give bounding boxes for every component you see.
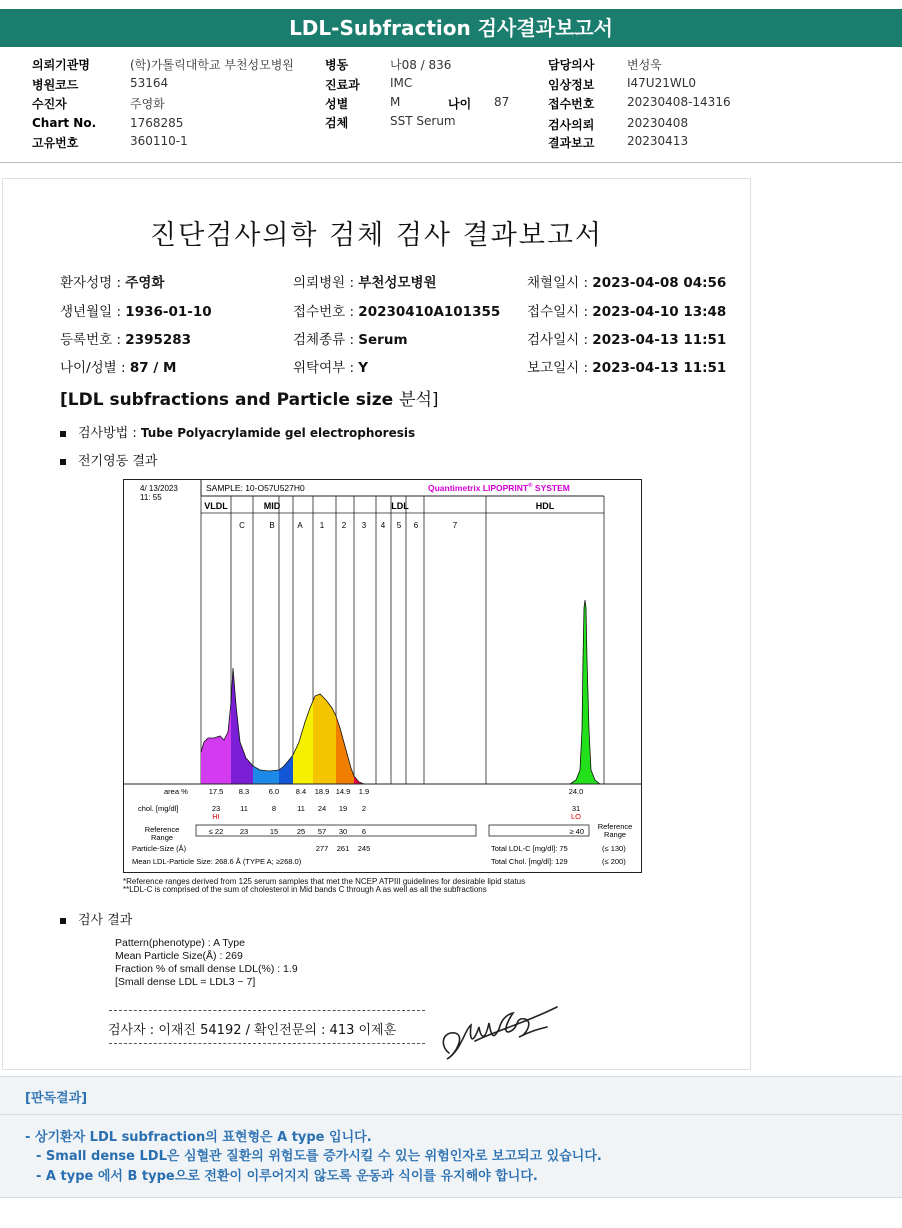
reference-box	[196, 825, 476, 836]
report-field: 접수일시 : 2023-04-10 13:48	[527, 304, 727, 320]
report-field: 등록번호 : 2395283	[60, 332, 192, 348]
reference-value: 6	[361, 827, 367, 836]
band-label-6: 6	[413, 521, 419, 530]
signature-line: 검사자 : 이재진 54192 / 확인전문의 : 413 이제훈	[108, 1023, 397, 1038]
info-value: IMC	[390, 76, 413, 90]
total-ldl: Total LDL-C [mg/dl]: 75	[491, 844, 568, 853]
result-line: Fraction % of small dense LDL(%) : 1.9	[115, 963, 298, 975]
flag-hi: HI	[212, 812, 220, 821]
report-field: 생년월일 : 1936-01-10	[60, 304, 212, 320]
report-field: 위탁여부 : Y	[293, 360, 369, 376]
group-labels	[204, 501, 554, 511]
info-label: 접수번호	[548, 97, 595, 111]
band-label-7: 7	[452, 521, 458, 530]
reference-value: 15	[269, 827, 279, 836]
band-label-c: C	[239, 521, 245, 530]
total-chol: Total Chol. [mg/dl]: 129	[491, 857, 568, 866]
info-label: 진료과	[325, 78, 360, 92]
area-value: 18.9	[314, 787, 330, 796]
info-label: Chart No.	[32, 116, 97, 130]
lipoprint-chart	[123, 479, 642, 873]
report-field: 접수번호 : 20230410A101355	[293, 304, 501, 320]
section-heading: [LDL subfractions and Particle size 분석]	[60, 390, 439, 410]
row-label-range: Range	[150, 833, 174, 842]
electrophoresis-plot	[124, 480, 641, 872]
age-label: 나이	[448, 97, 472, 111]
curve-fill-vldl	[201, 702, 231, 784]
hdl-chol-value: 31	[571, 804, 581, 813]
flag-lo: LO	[570, 812, 582, 821]
report-field: 환자성명 : 주영화	[60, 275, 165, 291]
info-value: 나08 / 836	[390, 58, 452, 72]
info-label: 담당의사	[548, 58, 595, 72]
report-field: 검사일시 : 2023-04-13 11:51	[527, 332, 727, 348]
info-label: 검사의뢰	[548, 118, 595, 132]
particle-size-value: 261	[336, 844, 350, 853]
info-value: 1768285	[130, 116, 184, 130]
info-value: 주영화	[130, 97, 165, 111]
chol-value: 19	[338, 804, 348, 813]
interpretation-line: - Small dense LDL은 심혈관 질환의 위험도를 증가시킬 수 있는 위험인자로 보고되고 있습니다.	[36, 1149, 602, 1164]
report-title: LDL-Subfraction 검사결과보고서	[289, 16, 613, 40]
band-label-1: 1	[319, 521, 325, 530]
area-value: 14.9	[335, 787, 351, 796]
info-value: 20230408-14316	[627, 95, 731, 109]
info-label: 의뢰기관명	[32, 58, 90, 72]
chol-value: 2	[361, 804, 367, 813]
particle-size-value: 277	[315, 844, 329, 853]
dashed-rule	[109, 1010, 425, 1011]
total-chol-ref: (≤ 200)	[602, 857, 626, 866]
method-bullet: 검사방법 : Tube Polyacrylamide gel electrophoresis	[60, 422, 415, 441]
bullet-icon	[60, 918, 66, 924]
chart-brand: Quantimetrix LIPOPRINT® SYSTEM	[428, 483, 570, 493]
info-value: M	[390, 95, 401, 109]
curve-fill-a	[279, 755, 293, 784]
group-label-vldl: VLDL	[204, 501, 228, 511]
data-table	[132, 787, 632, 866]
chol-value: 24	[317, 804, 327, 813]
electro-bullet: 전기영동 결과	[60, 450, 157, 469]
lab-report	[2, 178, 751, 1070]
info-value: I47U21WL0	[627, 76, 697, 90]
interpretation-line: - 상기환자 LDL subfraction의 표현형은 A type 입니다.	[25, 1130, 372, 1145]
curve-fill-hdl	[570, 600, 600, 784]
band-label-4: 4	[380, 521, 386, 530]
reference-value: 25	[296, 827, 306, 836]
band-labels	[239, 521, 458, 530]
info-label: 병원코드	[32, 78, 79, 92]
interpretation-panel	[0, 1076, 902, 1198]
group-label-hdl: HDL	[535, 501, 555, 511]
bullet-icon	[60, 431, 66, 437]
total-ldl-ref: (≤ 130)	[602, 844, 626, 853]
report-heading: 진단검사의학 검체 검사 결과보고서	[150, 220, 603, 251]
divider	[0, 162, 902, 163]
band-label-2: 2	[341, 521, 347, 530]
band-label-3: 3	[361, 521, 367, 530]
curve-fill-3	[336, 716, 354, 784]
age-value: 87	[494, 95, 510, 109]
band-label-5: 5	[396, 521, 402, 530]
area-value: 8.4	[295, 787, 307, 796]
particle-size-value: 245	[357, 844, 371, 853]
curve-fill-b	[253, 766, 279, 784]
band-label-a: A	[297, 521, 303, 530]
footnote: **LDL-C is comprised of the sum of cholesterol in Mid bands C through A as well as all the subfractions	[123, 885, 487, 894]
mean-particle-size: Mean LDL-Particle Size: 268.6 Å (TYPE A; ≥268.0)	[132, 857, 302, 866]
info-value: (학)가톨릭대학교 부천성모병원	[130, 58, 294, 72]
info-value: SST Serum	[390, 114, 456, 128]
group-label-mid: MID	[263, 501, 281, 511]
chol-value: 11	[240, 804, 248, 813]
divider	[0, 1114, 902, 1115]
area-value: 17.5	[208, 787, 224, 796]
reference-value: 23	[239, 827, 249, 836]
result-line: [Small dense LDL = LDL3 ~ 7]	[115, 976, 256, 988]
hdl-range-label: Range	[603, 830, 627, 839]
hdl-reference-value: ≥ 40	[569, 827, 584, 836]
result-bullet: 검사 결과	[60, 909, 132, 928]
chart-sample: SAMPLE: 10-O57U527H0	[206, 483, 305, 493]
report-field: 의뢰병원 : 부천성모병원	[293, 275, 437, 291]
area-value: 1.9	[358, 787, 370, 796]
chol-value: 11	[297, 804, 305, 813]
report-title-bar	[0, 9, 902, 47]
info-value: 변성욱	[627, 58, 662, 72]
area-value: 8.3	[238, 787, 250, 796]
patient-info	[0, 54, 902, 158]
info-label: 성별	[325, 97, 349, 111]
report-field: 채혈일시 : 2023-04-08 04:56	[527, 275, 727, 291]
result-line: Pattern(phenotype) : A Type	[115, 937, 245, 949]
row-label-area: area %	[164, 787, 188, 796]
report-field: 나이/성별 : 87 / M	[60, 360, 177, 376]
chart-date: 4/ 13/2023	[140, 484, 178, 493]
row-label-ref: Reference	[144, 825, 180, 834]
hdl-ref-label: Reference	[597, 822, 633, 831]
area-value: 6.0	[268, 787, 280, 796]
info-label: 임상정보	[548, 78, 595, 92]
reference-value: 57	[317, 827, 327, 836]
reference-value: ≤ 22	[208, 827, 224, 836]
info-label: 고유번호	[32, 136, 79, 150]
row-label-chol: chol. [mg/dl]	[138, 804, 179, 813]
info-label: 결과보고	[548, 136, 595, 150]
chol-value: 23	[211, 804, 221, 813]
band-label-b: B	[269, 521, 275, 530]
report-field: 보고일시 : 2023-04-13 11:51	[527, 360, 727, 376]
chart-time: 11: 55	[140, 493, 162, 502]
info-value: 20230408	[627, 116, 689, 130]
band-separators	[201, 496, 604, 784]
info-value: 20230413	[627, 134, 689, 148]
info-label: 수진자	[32, 97, 67, 111]
result-line: Mean Particle Size(Å) : 269	[115, 950, 243, 962]
curve-fill-2	[313, 694, 336, 784]
info-value: 360110-1	[130, 134, 188, 148]
hdl-area-value: 24.0	[568, 787, 584, 796]
dashed-rule	[109, 1043, 425, 1044]
curve-fills	[201, 600, 600, 784]
info-value: 53164	[130, 76, 169, 90]
signature-image	[435, 1001, 565, 1067]
footnote: *Reference ranges derived from 125 serum samples that met the NCEP ATPIII guidelines for desirable lipid status	[123, 877, 526, 886]
reference-value: 30	[338, 827, 348, 836]
row-label-particle: Particle-Size (Å)	[132, 844, 187, 853]
chol-value: 8	[271, 804, 277, 813]
group-label-ldl: LDL	[391, 501, 409, 511]
curve-fill-1	[293, 701, 313, 784]
bullet-icon	[60, 459, 66, 465]
interpretation-heading: [판독결과]	[25, 1091, 88, 1106]
info-label: 병동	[325, 58, 349, 72]
info-label: 검체	[325, 116, 349, 130]
interpretation-line: - A type 에서 B type으로 전환이 이루어지지 않도록 운동과 식이를 유지해야 합니다.	[36, 1169, 538, 1184]
report-field: 검체종류 : Serum	[293, 332, 408, 348]
